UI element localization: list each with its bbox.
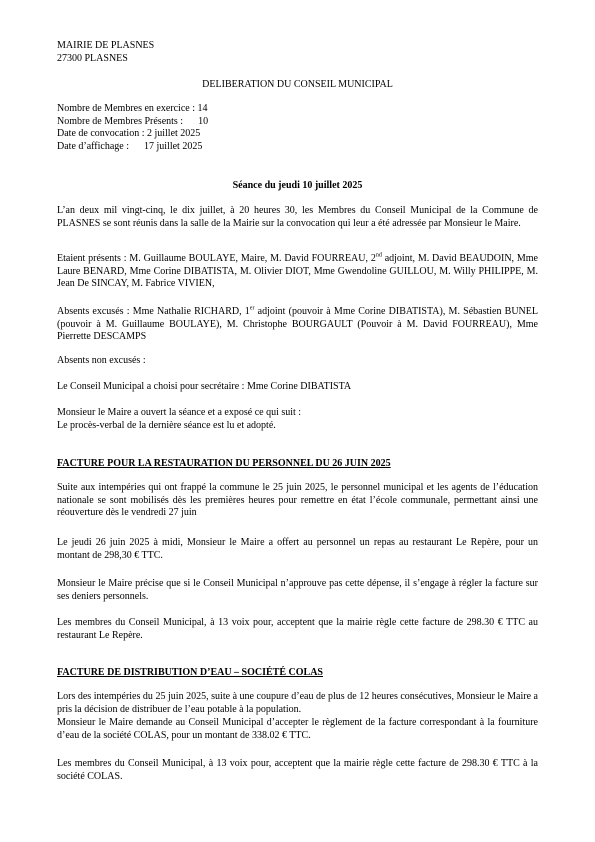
convocation-date: Date de convocation : 2 juillet 2025 bbox=[57, 128, 201, 139]
presents-paragraph: Etaient présents : M. Guillaume BOULAYE, Maire, M. David FOURREAU, 2nd adjoint, M. David BEAUDOIN, Mme Laure BENARD, Mme Corine DIBATISTA, M. Olivier DIOT, Mme Gwendoline GUILLOU, M. Willy PHILIPPE, M. Jean De SINCAY, M. Fabrice VIVIEN, bbox=[57, 252, 538, 289]
not-excused-line: Absents non excusés : bbox=[57, 355, 146, 366]
posting-date: Date d’affichage : 17 juillet 2025 bbox=[57, 140, 203, 152]
members-present: Nombre de Membres Présents : 10 bbox=[57, 115, 209, 127]
opening-line-1: Monsieur le Maire a ouvert la séance et a exposé ce qui suit : bbox=[57, 407, 302, 418]
section1-paragraph-4: Les membres du Conseil Municipal, à 13 voix pour, acceptent que la mairie règle cette facture de 298.30 € TTC au restaurant Le Repère. bbox=[57, 617, 538, 641]
section2-paragraph-2: Monsieur le Maire demande au Conseil Municipal d’accepter le règlement de la facture correspondant à la fourniture d’eau de la société COLAS, pour un montant de 338.02 € TTC. bbox=[57, 717, 538, 741]
letterhead bbox=[57, 40, 538, 65]
section1-paragraph-1: Suite aux intempéries qui ont frappé la commune le 25 juin 2025, le personnel municipal et les agents de l’éducation nationale se sont mobilisés dès les premières heures pour remettre en état l’école communale, permettant ainsi une réouverture dès le vendredi 27 juin bbox=[57, 482, 538, 518]
document-title: DELIBERATION DU CONSEIL MUNICIPAL bbox=[202, 79, 393, 90]
meeting-meta bbox=[57, 103, 538, 153]
members-in-office: Nombre de Membres en exercice : 14 bbox=[57, 103, 208, 114]
opening-statement bbox=[57, 407, 538, 432]
session-title: Séance du jeudi 10 juillet 2025 bbox=[232, 180, 363, 191]
intro-paragraph: L’an deux mil vingt-cinq, le dix juillet, à 20 heures 30, les Membres du Conseil Municipal de la Commune de PLASNES se sont réunis dans la salle de la Mairie sur la convocation qui leur a été adressée par Monsieur le Maire. bbox=[57, 205, 538, 229]
section-heading-restauration: FACTURE POUR LA RESTAURATION DU PERSONNEL DU 26 JUIN 2025 bbox=[57, 458, 391, 469]
secretary-line: Le Conseil Municipal a choisi pour secrétaire : Mme Corine DIBATISTA bbox=[57, 381, 352, 392]
section1-paragraph-2: Le jeudi 26 juin 2025 à midi, Monsieur le Maire a offert au personnel un repas au restaurant Le Repère, pour un montant de 298,30 € TTC. bbox=[57, 537, 538, 561]
mairie-name: MAIRIE DE PLASNES bbox=[57, 40, 155, 51]
excused-paragraph: Absents excusés : Mme Nathalie RICHARD, 1er adjoint (pouvoir à Mme Corine DIBATISTA), M. Sébastien BUNEL (pouvoir à M. Guillaume BOULAYE), M. Christophe BOURGAULT (Pouvoir à M. David FOURREAU), Mme Pierrette DESCAMPS bbox=[57, 305, 538, 342]
section1-paragraph-3: Monsieur le Maire précise que si le Conseil Municipal n’approuve pas cette dépense, il s’engage à régler la facture sur ses deniers personnels. bbox=[57, 578, 538, 602]
section-heading-eau: FACTURE DE DISTRIBUTION D’EAU – SOCIÉTÉ COLAS bbox=[57, 667, 323, 678]
section2-paragraph-1: Lors des intempéries du 25 juin 2025, suite à une coupure d’eau de plus de 12 heures consécutives, Monsieur le Maire a pris la décision de distribuer de l’eau potable à la population. bbox=[57, 691, 538, 715]
opening-line-2: Le procès-verbal de la dernière séance est lu et adopté. bbox=[57, 419, 276, 431]
section2-paragraph-3: Les membres du Conseil Municipal, à 13 voix pour, acceptent que la mairie règle cette facture de 298.30 € TTC à la société COLAS. bbox=[57, 758, 538, 782]
mairie-address: 27300 PLASNES bbox=[57, 52, 128, 64]
